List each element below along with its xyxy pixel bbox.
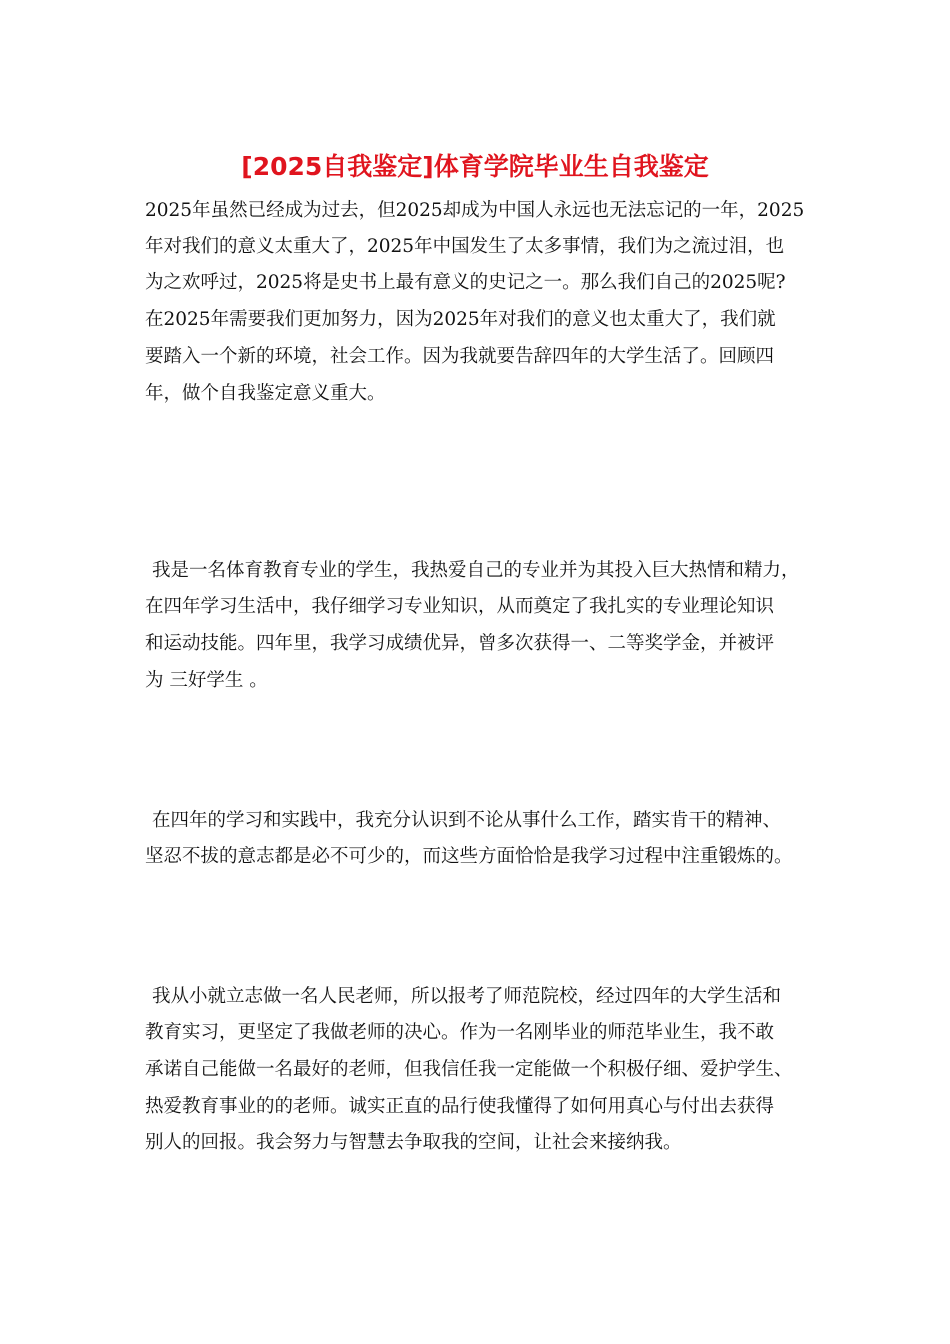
text-line: 要踏入一个新的环境，社会工作。因为我就要告辞四年的大学生活了。回顾四 (145, 346, 775, 367)
text-line: 和运动技能。四年里，我学习成绩优异，曾多次获得一、二等奖学金，并被评 (145, 633, 775, 654)
text-line: 我是一名体育教育专业的学生，我热爱自己的专业并为其投入巨大热情和精力， (152, 560, 800, 581)
text-line: 我从小就立志做一名人民老师，所以报考了师范院校，经过四年的大学生活和 (152, 986, 782, 1007)
text-line: 为之欢呼过，2025将是史书上最有意义的史记之一。那么我们自己的2025呢? (145, 272, 786, 293)
text-line: 年对我们的意义太重大了，2025年中国发生了太多事情，我们为之流过泪，也 (145, 236, 785, 257)
document-title: [2025自我鉴定]体育学院毕业生自我鉴定 (241, 152, 709, 181)
text-line: 在四年的学习和实践中，我充分认识到不论从事什么工作，踏实肯干的精神、 (152, 810, 782, 831)
text-line: 年，做个自我鉴定意义重大。 (145, 383, 386, 404)
text-line: 教育实习，更坚定了我做老师的决心。作为一名刚毕业的师范毕业生，我不敢 (145, 1022, 775, 1043)
text-line: 2025年虽然已经成为过去，但2025却成为中国人永远也无法忘记的一年，2025 (145, 200, 805, 221)
text-line: 承诺自己能做一名最好的老师，但我信任我一定能做一个积极仔细、爱护学生、 (145, 1059, 793, 1080)
text-line: 热爱教育事业的的老师。诚实正直的品行使我懂得了如何用真心与付出去获得 (145, 1096, 775, 1117)
text-line: 在四年学习生活中，我仔细学习专业知识，从而奠定了我扎实的专业理论知识 (145, 596, 775, 617)
text-line: 为 三好学生 。 (145, 670, 268, 691)
text-line: 坚忍不拔的意志都是必不可少的，而这些方面恰恰是我学习过程中注重锻炼的。 (145, 846, 793, 867)
text-line: 在2025年需要我们更加努力，因为2025年对我们的意义也太重大了，我们就 (145, 309, 776, 330)
text-line: 别人的回报。我会努力与智慧去争取我的空间，让社会来接纳我。 (145, 1132, 682, 1153)
